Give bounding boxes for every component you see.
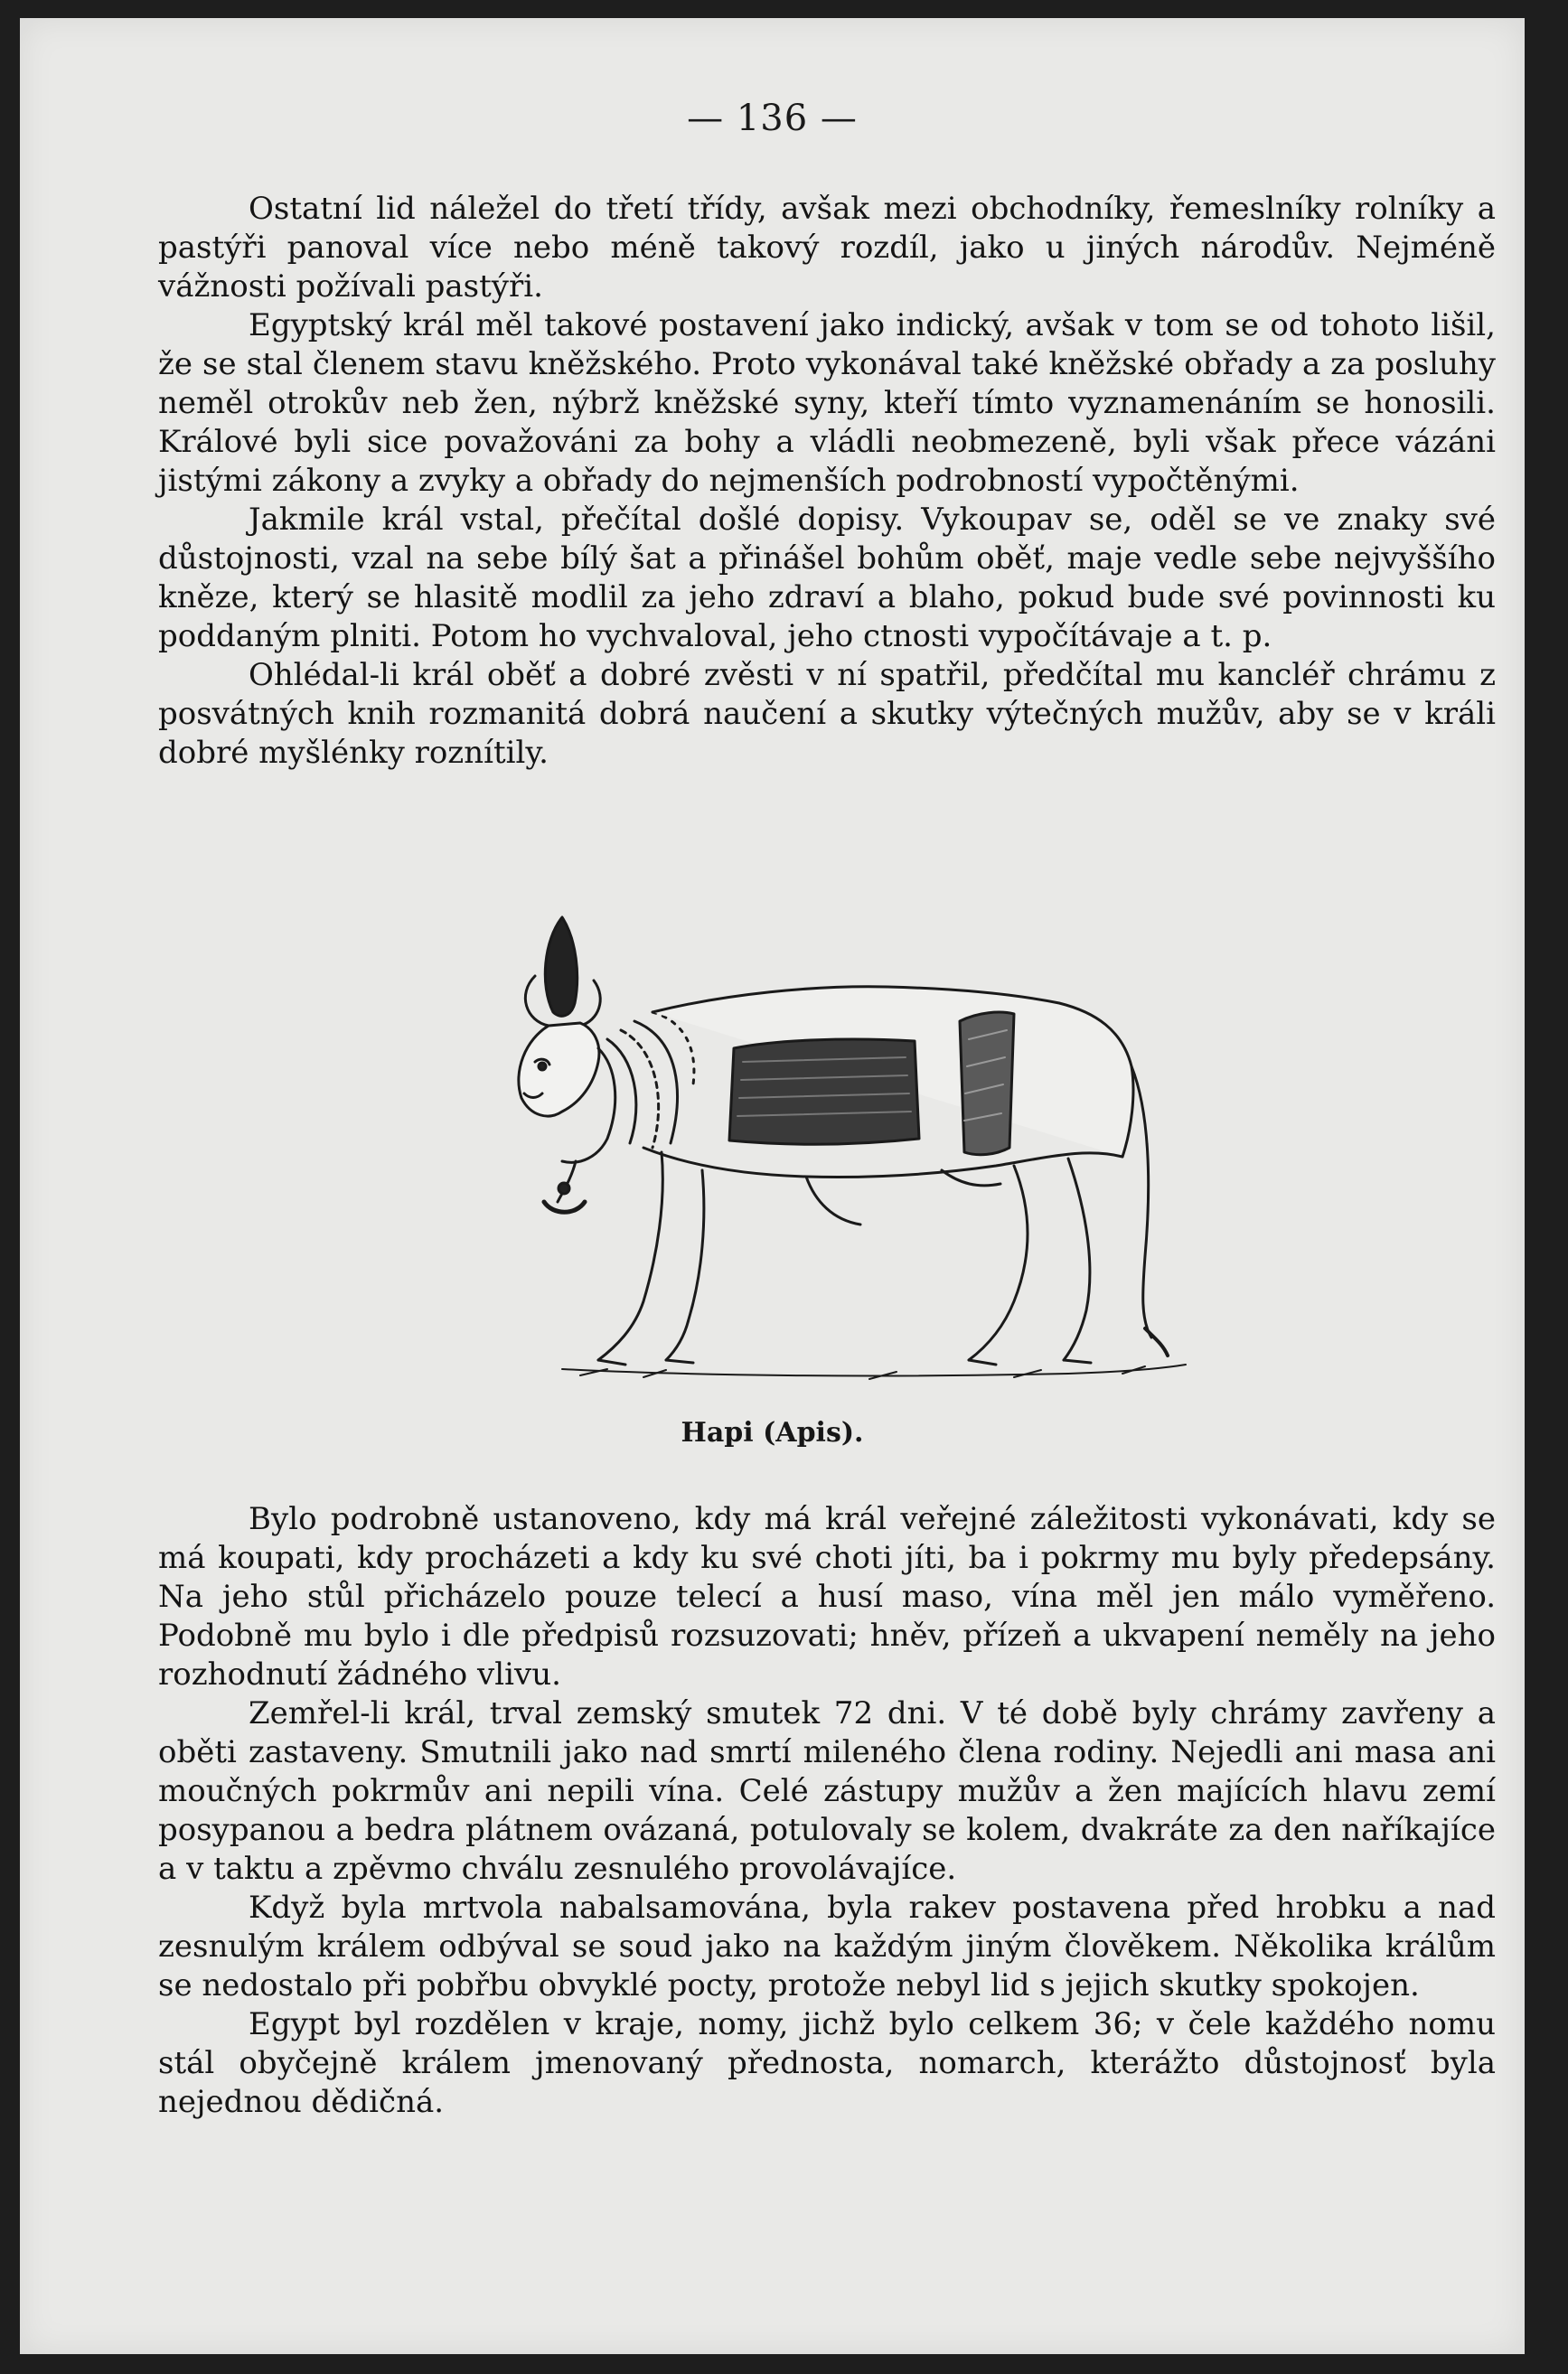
text-block-top <box>158 190 1496 773</box>
text-block-bottom <box>158 1500 1496 2122</box>
figure-caption: Hapi (Apis). <box>681 1417 864 1449</box>
paragraph: Bylo podrobně ustanoveno, kdy má král veřejné záležitosti vykonávati, kdy se má koupati, kdy procházeti a kdy ku své choti jíti, ba i pokrmy mu byly předepsány. Na jeho stůl přicházelo pouze telecí a husí maso, vína měl jen málo vyměřeno. Podobně mu bylo i dle předpisů rozsuzovati; hněv, přízeň a ukvapení neměly na jeho rozhodnutí žádného vlivu. <box>158 1501 1496 1693</box>
apis-bull-illustration <box>508 913 1195 1401</box>
paragraph: Ohlédal-li král oběť a dobré zvěsti v ní spatřil, předčítal mu kancléř chrámu z posvátných knih rozmanitá dobrá naučení a skutky výtečných mužův, aby se v králi dobré myšlénky roznítily. <box>158 657 1496 771</box>
paragraph: Zemřel-li král, trval zemský smutek 72 dni. V té době byly chrámy zavřeny a oběti zastaveny. Smutnili jako nad smrtí mileného člena rodiny. Nejedli ani masa ani moučných pokrmův ani nepili vína. Celé zástupy mužův a žen majících hlavu zemí posypanou a bedra plátnem ovázaná, potulovaly se kolem, dvakráte za den naříkajíce a v taktu a zpěvmo chválu zesnulého provolávajíce. <box>158 1695 1496 1887</box>
page-number: — 136 — <box>687 98 858 139</box>
paragraph: Jakmile král vstal, přečítal došlé dopisy. Vykoupav se, oděl se ve znaky své důstojnosti, vzal na sebe bílý šat a přinášel bohům oběť, maje vedle sebe nejvyššího kněze, který se hlasitě modlil za jeho zdraví a blaho, pokud bude své povinnosti ku poddaným plniti. Potom ho vychvaloval, jeho ctnosti vypočítávaje a t. p. <box>158 502 1496 654</box>
paragraph: Když byla mrtvola nabalsamována, byla rakev postavena před hrobku a nad zesnulým králem odbýval se soud jako na každým jiným člověkem. Několika králům se nedostalo při pobřbu obvyklé pocty, protože nebyl lid s jejich skutky spokojen. <box>158 1890 1496 2003</box>
paragraph: Ostatní lid náležel do třetí třídy, avšak mezi obchodníky, řemeslníky rolníky a pastýři panoval více nebo méně takový rozdíl, jako u jiných národův. Nejméně vážnosti požívali pastýři. <box>158 191 1496 305</box>
book-page <box>20 18 1525 2354</box>
paragraph: Egyptský král měl takové postavení jako indický, avšak v tom se od tohoto lišil, že se stal členem stavu kněžského. Proto vykonával také kněžské obřady a za posluhy neměl otrokův neb žen, nýbrž kněžské syny, kteří tímto vyznamenáním se honosili. Králové byli sice považováni za bohy a vládli neobmezeně, byli však přece vázáni jistými zákony a zvyky a obřady do nejmenších podrobností vypočtěnými. <box>158 307 1496 499</box>
paragraph: Egypt byl rozdělen v kraje, nomy, jichž bylo celkem 36; v čele každého nomu stál obyčejně králem jmenovaný přednosta, nomarch, kterážto důstojnosť byla nejednou dědičná. <box>158 2006 1496 2120</box>
